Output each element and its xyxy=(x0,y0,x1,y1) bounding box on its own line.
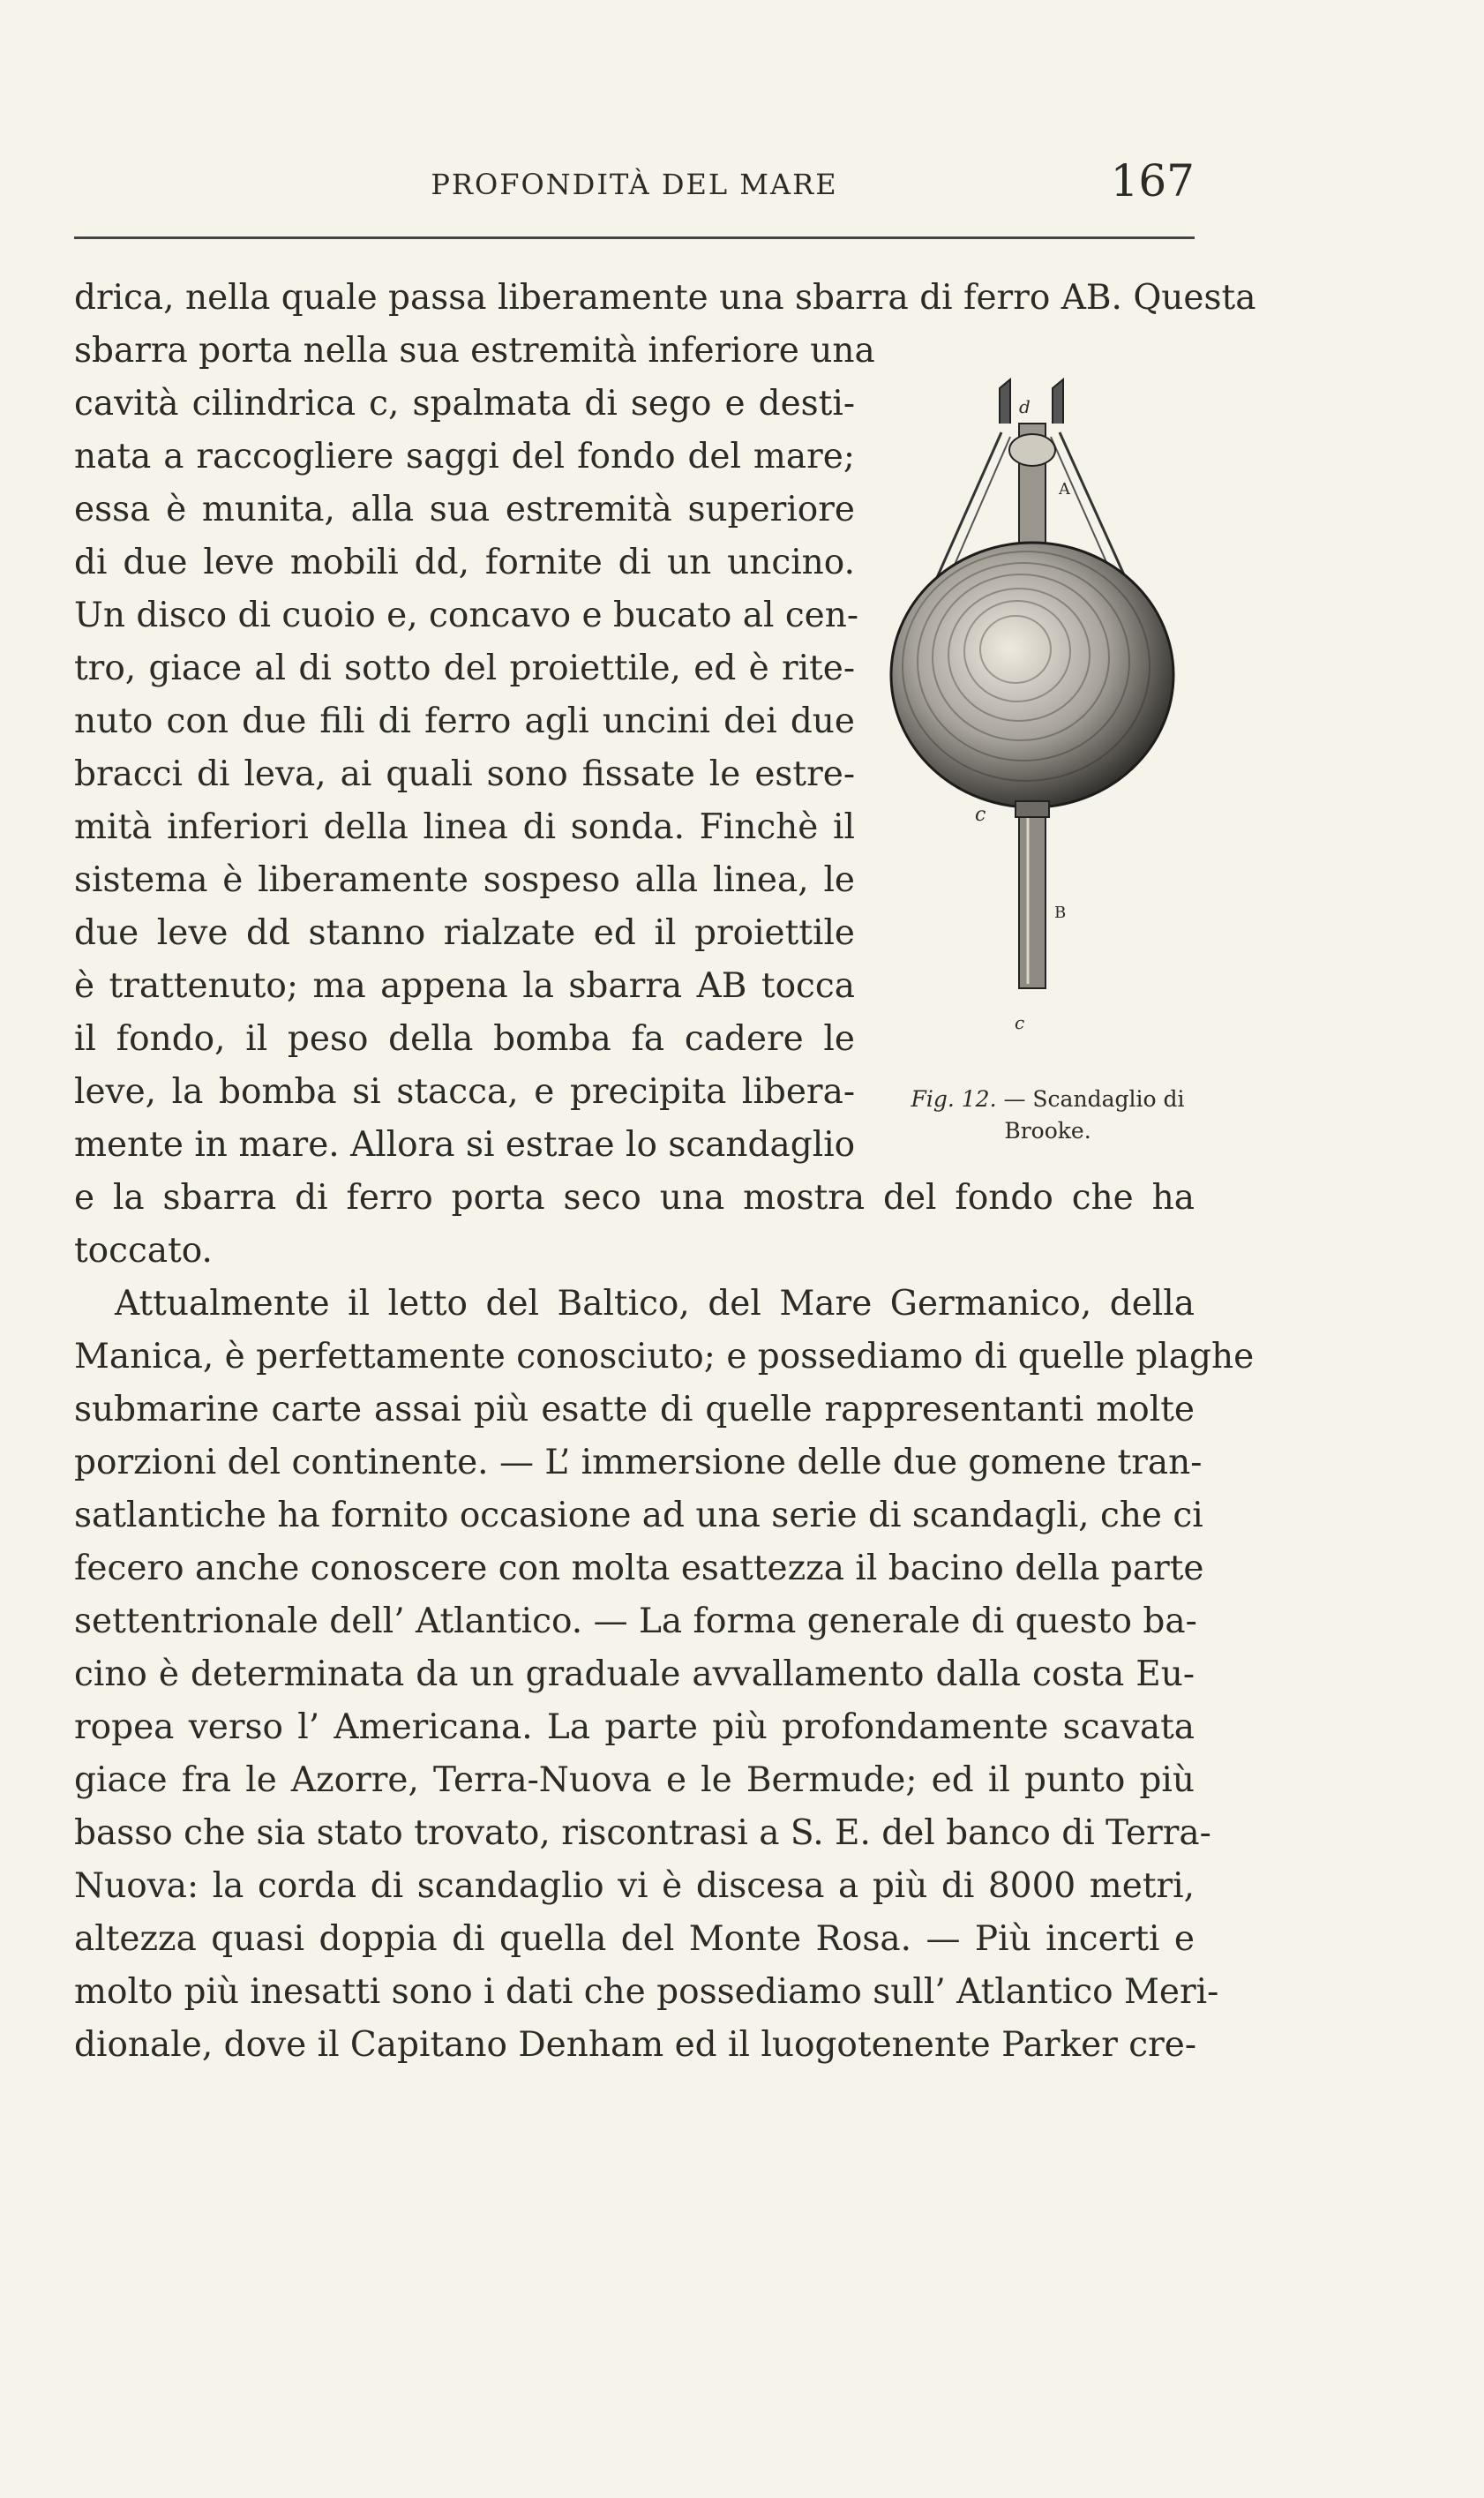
text-line: è trattenuto; ma appena la sbarra AB tocca xyxy=(74,966,855,1006)
text-line: fecero anche conoscere con molta esattezza il bacino della parte xyxy=(74,1549,1204,1588)
text-line: drica, nella quale passa liberamente una sbarra di ferro AB. Questa xyxy=(74,278,1256,318)
text-line: bracci di leva, ai quali sono fissate le estre- xyxy=(74,754,855,794)
text-line: Attualmente il letto del Baltico, del Mare Germanico, della xyxy=(115,1284,1195,1324)
running-title: PROFONDITÀ DEL MARE xyxy=(431,168,838,201)
text-line: molto più inesatti sono i dati che possediamo sull’ Atlantico Meri- xyxy=(74,1972,1219,2012)
figure-caption xyxy=(909,1084,1187,1147)
figure-label-d: d xyxy=(1019,396,1031,417)
text-line: leve, la bomba si stacca, e precipita libera- xyxy=(74,1072,855,1112)
text-line: di due leve mobili dd, fornite di un uncino. xyxy=(74,543,855,582)
text-line: mità inferiori della linea di sonda. Finchè il xyxy=(74,807,855,847)
figure-caption-text: — Scandaglio di Brooke. xyxy=(1003,1086,1185,1144)
text-line: cino è determinata da un graduale avvallamento dalla costa Eu- xyxy=(74,1654,1195,1694)
text-line: sbarra porta nella sua estremità inferiore una xyxy=(74,331,875,371)
text-line: mente in mare. Allora si estrae lo scandaglio xyxy=(74,1125,856,1165)
text-line: nuto con due fili di ferro agli uncini dei due xyxy=(74,701,855,741)
text-line: satlantiche ha fornito occasione ad una serie di scandagli, che ci xyxy=(74,1496,1203,1535)
figure-label-c-lower: c xyxy=(1015,1012,1025,1033)
header-rule xyxy=(74,236,1195,239)
text-line: giace fra le Azorre, Terra-Nuova e le Bermude; ed il punto più xyxy=(74,1760,1195,1800)
text-line: Nuova: la corda di scandaglio vi è discesa a più di 8000 metri, xyxy=(74,1866,1195,1906)
brooke-sounder-illustration xyxy=(887,371,1182,1076)
figure-label-b: B xyxy=(1054,904,1067,922)
text-line: Manica, è perfettamente conosciuto; e possediamo di quelle plaghe xyxy=(74,1337,1255,1377)
text-line: due leve dd stanno rialzate ed il proiettile xyxy=(74,913,855,953)
text-line: submarine carte assai più esatte di quelle rappresentanti molte xyxy=(74,1390,1195,1429)
text-line: dionale, dove il Capitano Denham ed il luogotenente Parker cre- xyxy=(74,2025,1196,2065)
sounding-apparatus-figure xyxy=(887,371,1182,1076)
text-line: toccato. xyxy=(74,1231,213,1271)
text-line: sistema è liberamente sospeso alla linea, le xyxy=(74,860,855,900)
text-line: ropea verso l’ Americana. La parte più profondamente scavata xyxy=(74,1707,1195,1747)
text-line: tro, giace al di sotto del proiettile, ed è rite- xyxy=(74,649,855,688)
page-number: 167 xyxy=(1110,155,1195,206)
text-line: essa è munita, alla sua estremità superiore xyxy=(74,490,855,529)
page-header xyxy=(74,155,1195,208)
figure-label-a: A xyxy=(1059,480,1070,499)
text-line: cavità cilindrica c, spalmata di sego e desti- xyxy=(74,384,855,424)
text-line: altezza quasi doppia di quella del Monte Rosa. — Più incerti e xyxy=(74,1919,1195,1959)
text-line: settentrionale dell’ Atlantico. — La forma generale di questo ba- xyxy=(74,1602,1197,1641)
figure-caption-label: Fig. 12. xyxy=(911,1086,997,1112)
text-line: basso che sia stato trovato, riscontrasi a S. E. del banco di Terra- xyxy=(74,1813,1211,1853)
figure-label-c-upper: c xyxy=(975,804,986,826)
text-line: nata a raccogliere saggi del fondo del mare; xyxy=(74,437,855,476)
text-line: il fondo, il peso della bomba fa cadere le xyxy=(74,1019,855,1059)
text-line: Un disco di cuoio e, concavo e bucato al cen- xyxy=(74,596,859,635)
text-line: porzioni del continente. — L’ immersione delle due gomene tran- xyxy=(74,1443,1203,1482)
text-line: e la sbarra di ferro porta seco una mostra del fondo che ha xyxy=(74,1178,1195,1218)
